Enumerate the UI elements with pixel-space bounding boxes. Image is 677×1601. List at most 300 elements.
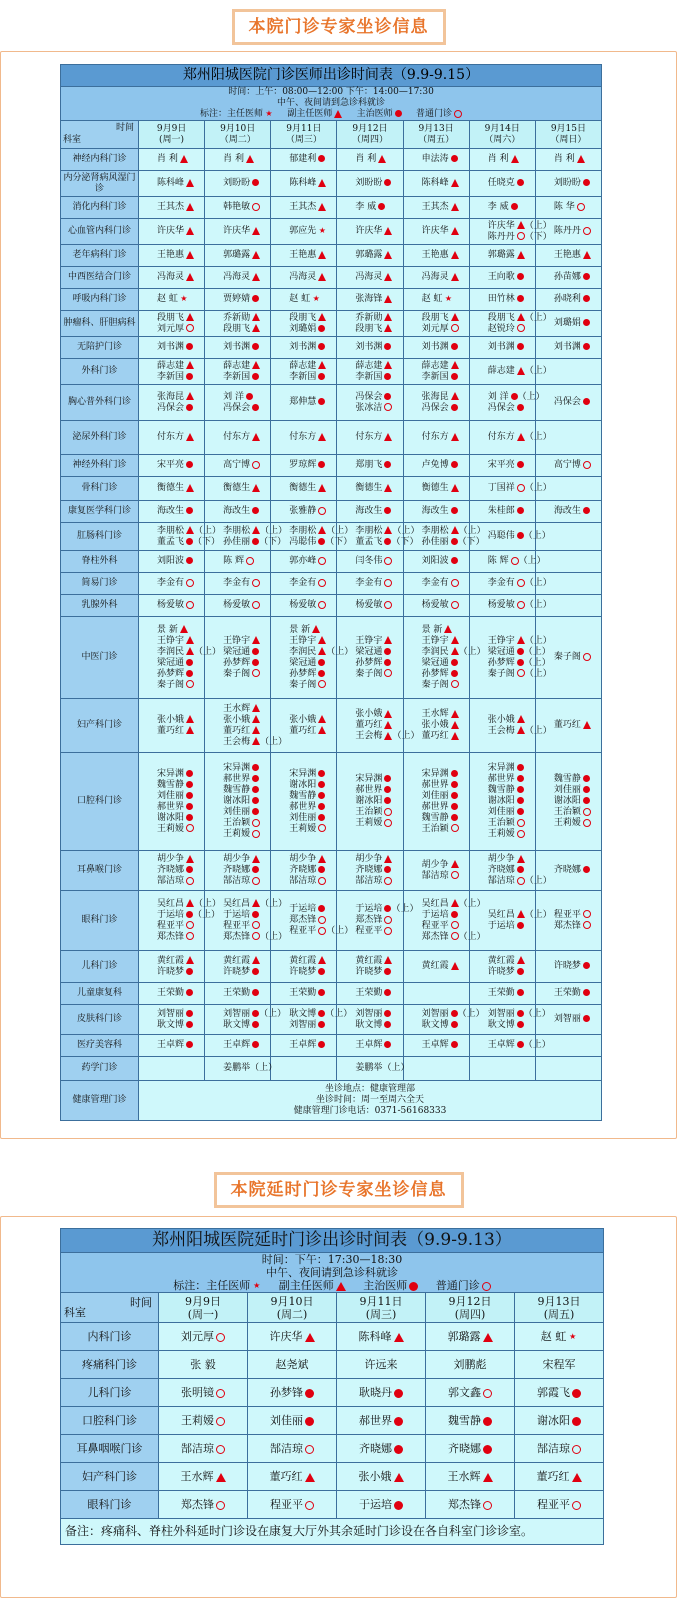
schedule-cell — [271, 951, 337, 983]
session-note: （上） — [523, 531, 551, 541]
doctor-entry — [487, 366, 552, 377]
doctor-entry — [157, 1020, 204, 1031]
dot-icon — [252, 373, 259, 380]
doctor-name: 肖 利 — [553, 154, 575, 164]
doctor-name: 李金有 — [355, 578, 383, 588]
triangle-icon — [318, 855, 326, 863]
dept-name: 乳腺外科 — [61, 595, 139, 617]
dot-icon — [451, 670, 458, 677]
doctor-entry — [289, 483, 336, 494]
schedule-cell — [271, 311, 337, 337]
doctor-entry — [223, 807, 270, 818]
schedule-cell — [337, 477, 403, 501]
doctor-name: 杨爱敏 — [421, 600, 449, 610]
triangle-icon — [186, 899, 194, 907]
dept-name: 康复医学科门诊 — [61, 501, 139, 523]
doctor-entry — [289, 876, 336, 887]
ring-icon — [252, 203, 260, 211]
doctor-name: 赵 虹 — [540, 1330, 567, 1343]
dot-icon — [384, 775, 391, 782]
dot-icon — [318, 792, 325, 799]
schedule-cell — [205, 699, 288, 753]
doctor-entry — [157, 324, 204, 335]
doctor-name: 王会梅 — [487, 725, 515, 736]
doctor-entry — [289, 294, 336, 305]
schedule-cell — [139, 171, 205, 197]
schedule-cell — [469, 1035, 551, 1057]
ring-icon — [305, 1501, 314, 1510]
schedule-cell — [205, 197, 271, 219]
schedule-cell — [205, 851, 271, 891]
ring-icon — [577, 203, 585, 211]
dot-icon — [384, 373, 391, 380]
triangle-icon — [305, 1473, 315, 1482]
doctor-entry — [223, 658, 270, 669]
doctor-entry — [488, 956, 535, 967]
doctor-name: 付东方 — [289, 432, 317, 442]
schedule-cell — [205, 245, 271, 267]
doctor-entry — [355, 926, 402, 937]
doctor-entry — [422, 154, 469, 165]
doctor-name: 李朋松 — [289, 525, 317, 536]
dot-icon — [305, 1389, 314, 1398]
doctor-entry — [422, 460, 469, 471]
doctor-entry — [422, 178, 469, 189]
schedule-cell — [403, 501, 469, 523]
doctor-name: 李金有 — [289, 578, 317, 588]
session-note: （上） — [194, 646, 222, 657]
doctor-entry — [554, 818, 601, 829]
doctor-name: 张 毅 — [190, 1358, 216, 1371]
schedule-cell — [205, 753, 271, 851]
night-line: 中午、夜间请到急诊科就诊 — [266, 1266, 398, 1279]
dot-icon — [517, 295, 524, 302]
dot-icon — [451, 343, 458, 350]
doctor-name: 张明镜 — [181, 1386, 214, 1399]
ring-icon — [252, 921, 260, 929]
triangle-icon — [318, 715, 326, 723]
triangle-icon — [318, 726, 326, 734]
doctor-name: 海改生 — [355, 506, 383, 516]
ring-icon — [517, 669, 525, 677]
triangle-icon — [517, 313, 525, 321]
doctor-entry — [157, 1009, 204, 1020]
dot-icon — [517, 989, 524, 996]
dot-icon — [252, 797, 259, 804]
ring-icon — [517, 830, 525, 838]
ring-icon — [318, 824, 326, 832]
schedule-cell — [469, 245, 535, 267]
schedule-cell — [205, 359, 271, 385]
doctor-name: 王会梅 — [223, 736, 251, 747]
doctor-name: 耿文博 — [289, 1008, 317, 1019]
triangle-icon — [517, 251, 525, 259]
doctor-name: 吴红昌 — [223, 898, 251, 909]
schedule-cell — [139, 289, 205, 311]
doctor-entry — [422, 709, 469, 720]
dept-name: 儿科门诊 — [61, 951, 139, 983]
dot-icon — [318, 659, 325, 666]
schedule-cell — [515, 1407, 604, 1435]
doctor-entry — [289, 1020, 336, 1031]
doctor-entry — [289, 813, 336, 824]
schedule-cell — [271, 337, 337, 359]
section2-title: 本院延时门诊专家坐诊信息 — [214, 1172, 464, 1208]
doctor-name: 谢冰阳 — [289, 779, 317, 790]
doctor-name: 董巧红 — [553, 720, 581, 730]
dot-icon — [583, 962, 590, 969]
doctor-name: 刘佳丽 — [487, 807, 515, 817]
doctor-name: 刘元厚 — [421, 323, 449, 334]
session-note: （上） — [325, 1008, 353, 1019]
triangle-icon — [252, 484, 260, 492]
doctor-name: 杨爱敏 — [355, 600, 383, 610]
doctor-name: 黄红霞 — [487, 955, 515, 966]
triangle-icon — [511, 155, 519, 163]
doctor-name: 冯保会 — [487, 402, 515, 413]
doctor-name: 许晓梦 — [289, 966, 317, 977]
triangle-icon — [180, 625, 188, 633]
doctor-name: 冯海灵 — [289, 272, 317, 282]
info-cell — [61, 87, 602, 121]
dot-icon — [318, 770, 325, 777]
ring-icon — [451, 324, 459, 332]
doctor-entry — [554, 774, 601, 785]
ring-icon — [252, 877, 260, 885]
schedule-cell — [535, 501, 601, 523]
doctor-name: 齐晓娜 — [157, 865, 185, 875]
dept-name: 简易门诊 — [61, 573, 139, 595]
doctor-name: 齐晓娜 — [359, 1442, 392, 1455]
schedule-cell — [271, 385, 337, 421]
dot-icon — [318, 968, 325, 975]
dot-icon — [252, 404, 259, 411]
schedule-cell — [469, 455, 535, 477]
doctor-name: 黄红霞 — [289, 955, 317, 966]
dot-icon — [318, 781, 325, 788]
schedule-cell — [515, 1463, 604, 1491]
doctor-entry — [488, 250, 535, 261]
session-note: （上） — [194, 525, 222, 536]
day-date: 9月9日 — [185, 1294, 221, 1308]
doctor-name: 冯保会 — [157, 402, 185, 413]
schedule-cell — [426, 1463, 515, 1491]
doctor-name: 许晓梦 — [355, 966, 383, 977]
triangle-icon — [577, 155, 585, 163]
doctor-name: 肖 利 — [223, 154, 245, 164]
triangle-icon — [483, 1333, 493, 1342]
doctor-entry — [289, 250, 336, 261]
doctor-name: 郑杰锋 — [223, 931, 251, 942]
schedule-cell — [469, 753, 535, 851]
doctor-name: 乔新勋 — [355, 312, 383, 323]
doctor-name: 郝世界 — [359, 1414, 392, 1427]
doctor-entry — [355, 272, 402, 283]
schedule-cell — [535, 197, 601, 219]
doctor-entry — [554, 652, 601, 663]
session-note: （上） — [260, 525, 288, 536]
ring-icon — [318, 916, 326, 924]
schedule-cell — [469, 851, 552, 891]
doctor-entry — [223, 313, 270, 324]
schedule-cell — [205, 171, 271, 197]
doctor-name: 宋异渊 — [487, 763, 515, 773]
day-weekday: （周五） — [418, 134, 455, 145]
schedule-cell — [535, 891, 601, 951]
day-header — [535, 121, 601, 149]
doctor-entry — [157, 813, 204, 824]
triangle-icon — [336, 1282, 346, 1291]
triangle-icon — [318, 251, 326, 259]
doctor-name: 孙梦辉 — [157, 668, 185, 679]
doctor-name: 程亚平 — [553, 909, 581, 920]
doctor-entry — [223, 818, 270, 829]
doctor-name: 田竹林 — [487, 294, 515, 304]
health-line: 坐诊地点：健康管理部 — [324, 1084, 415, 1094]
schedule-cell — [469, 951, 535, 983]
schedule-cell — [337, 595, 403, 617]
triangle-icon — [384, 484, 392, 492]
dept-name: 耳鼻咽喉门诊 — [61, 1435, 159, 1463]
doctor-name: 王莉嫒 — [355, 818, 383, 828]
doctor-name: 孙梦辉 — [421, 668, 449, 679]
doctor-name: 赵 虹 — [421, 294, 443, 304]
doctor-entry — [355, 647, 402, 658]
doctor-name: 郜洁琼 — [355, 876, 383, 886]
doctor-name: 王会梅 — [355, 731, 383, 741]
schedule-cell — [337, 891, 419, 951]
schedule-cell — [403, 699, 469, 753]
dept-name: 儿科门诊 — [61, 1379, 159, 1407]
dot-icon — [517, 968, 524, 975]
dot-icon — [318, 989, 325, 996]
schedule-cell — [337, 1035, 403, 1057]
doctor-name: 张海昆 — [421, 391, 449, 402]
dept-row — [61, 523, 602, 551]
doctor-name: 许晓梦 — [223, 966, 251, 977]
star-icon: ★ — [180, 293, 188, 303]
doctor-entry — [289, 658, 336, 669]
schedule-cell — [205, 385, 271, 421]
schedule-cell — [159, 1491, 248, 1519]
doctor-name: 王水辉 — [180, 1470, 214, 1483]
triangle-icon — [451, 721, 459, 729]
dept-name: 妇产科门诊 — [61, 1463, 159, 1491]
triangle-icon — [252, 726, 260, 734]
table-title: 郑州阳城医院门诊医师出诊时间表（9.9-9.15） — [61, 65, 602, 87]
doctor-entry — [157, 625, 204, 636]
doctor-entry — [554, 720, 601, 731]
schedule-cell — [271, 851, 337, 891]
doctor-entry — [554, 318, 601, 329]
doctor-entry — [488, 178, 535, 189]
doctor-entry — [554, 506, 601, 517]
schedule-cell — [469, 501, 535, 523]
doctor-name: 郝世界 — [487, 774, 515, 784]
doctor-name: 姜鹏举 — [355, 1063, 383, 1073]
triangle-icon — [252, 313, 260, 321]
doctor-entry — [289, 202, 336, 213]
dept-row — [61, 245, 602, 267]
doctor-name: 刘佳丽 — [157, 790, 185, 801]
doctor-entry — [422, 556, 469, 567]
dept-name: 耳鼻喉门诊 — [61, 851, 139, 891]
doctor-entry — [289, 460, 336, 471]
triangle-icon — [252, 704, 260, 712]
session-note: （上） — [259, 1008, 287, 1019]
doctor-entry — [422, 392, 469, 403]
schedule-cell — [535, 149, 601, 171]
schedule-cell — [515, 1491, 604, 1519]
ring-icon — [186, 601, 194, 609]
doctor-name: 姜鹏举 — [223, 1063, 251, 1073]
schedule-cell — [535, 289, 601, 311]
dot-icon — [252, 866, 259, 873]
doctor-name: 郭璐露 — [223, 250, 251, 260]
dot-icon — [186, 814, 193, 821]
dept-row — [61, 171, 602, 197]
triangle-icon — [252, 715, 260, 723]
ring-icon — [384, 579, 392, 587]
dot-icon — [186, 803, 193, 810]
schedule-cell — [426, 1351, 515, 1379]
ring-icon — [216, 1445, 225, 1454]
dot-icon — [511, 393, 518, 400]
doctor-entry — [289, 600, 336, 611]
ring-icon — [451, 601, 459, 609]
schedule-cell — [469, 617, 552, 699]
doctor-name: 张小娥 — [223, 714, 251, 725]
doctor-entry — [355, 709, 402, 720]
session-note: （上） — [524, 312, 552, 323]
schedule-cell — [469, 149, 535, 171]
triangle-icon — [180, 155, 188, 163]
session-note: （上） — [250, 1063, 278, 1073]
doctor-name: 孙晓利 — [553, 294, 581, 304]
dot-icon — [583, 775, 590, 782]
doctor-name: 许晓梦 — [157, 966, 185, 977]
doctor-name: 张小娥 — [358, 1470, 392, 1483]
dept-row — [61, 311, 602, 337]
ring-icon — [246, 557, 254, 565]
doctor-name: 梁冠通 — [157, 657, 185, 668]
doctor-name: 冯海灵 — [223, 272, 251, 282]
doctor-entry — [422, 313, 469, 324]
doctor-entry — [488, 785, 535, 796]
schedule-cell — [139, 501, 205, 523]
doctor-entry — [487, 725, 552, 737]
doctor-entry — [487, 312, 552, 324]
session-note: （上） — [524, 909, 552, 920]
dot-icon — [451, 781, 458, 788]
triangle-icon — [378, 155, 386, 163]
triangle-icon — [384, 721, 392, 729]
doctor-name: 刘智丽 — [553, 1014, 581, 1024]
doctor-name: 郝世界 — [223, 774, 251, 784]
dot-icon — [511, 203, 518, 210]
doctor-name: 郑杰锋 — [448, 1498, 481, 1511]
schedule-cell — [271, 477, 337, 501]
dot-icon — [186, 557, 193, 564]
schedule-cell — [139, 219, 205, 245]
doctor-entry — [355, 460, 402, 471]
doctor-entry — [157, 988, 204, 999]
doctor-entry — [223, 361, 270, 372]
dot-icon — [252, 764, 259, 771]
dot-icon — [517, 507, 524, 514]
doctor-name: 孙梦辉 — [223, 657, 251, 668]
dot-icon — [384, 786, 391, 793]
schedule-cell — [205, 455, 271, 477]
ring-icon — [216, 1417, 225, 1426]
dept-name: 药学门诊 — [61, 1057, 139, 1081]
doctor-entry — [289, 926, 354, 937]
doctor-name: 秦子阁 — [421, 679, 449, 690]
doctor-name: 刘璐娟 — [553, 318, 581, 328]
doctor-name: 李新国 — [157, 371, 185, 382]
doctor-name: 段朋飞 — [157, 312, 185, 323]
day-weekday: (周五) — [543, 1307, 575, 1321]
doctor-name: 郭霞飞 — [537, 1386, 570, 1399]
ring-icon — [517, 579, 525, 587]
session-note: （上） — [524, 578, 552, 588]
ring-icon — [517, 324, 525, 332]
doctor-entry — [488, 818, 535, 829]
dot-icon — [384, 179, 391, 186]
doctor-name: 魏雪静 — [448, 1414, 481, 1427]
dot-icon — [384, 507, 391, 514]
star-icon: ★ — [312, 293, 320, 303]
dot-icon — [384, 968, 391, 975]
doctor-name: 胡少争 — [223, 854, 251, 864]
doctor-entry — [289, 791, 336, 802]
ring-icon — [517, 484, 525, 492]
ring-icon — [517, 877, 525, 885]
day-weekday: (周二) — [276, 1307, 308, 1321]
schedule-cell — [515, 1379, 604, 1407]
doctor-entry — [223, 342, 270, 353]
doctor-name: 刘智丽 — [421, 1008, 449, 1019]
dept-row — [61, 551, 602, 573]
doctor-entry — [157, 646, 222, 658]
ring-icon — [252, 669, 260, 677]
schedule-cell — [403, 171, 469, 197]
doctor-entry — [289, 178, 336, 189]
dot-icon — [384, 989, 391, 996]
doctor-entry — [223, 1040, 270, 1051]
dept-row — [61, 219, 602, 245]
dept-row — [61, 1407, 604, 1435]
doctor-name: 高宁博 — [553, 460, 581, 470]
doctor-entry — [289, 324, 336, 335]
schedule-cell — [139, 311, 205, 337]
schedule-cell — [139, 455, 205, 477]
doctor-name: 吴红昌 — [157, 898, 185, 909]
schedule-cell — [469, 595, 552, 617]
section1-banner — [0, 9, 677, 45]
triangle-icon — [186, 956, 194, 964]
triangle-icon — [216, 1473, 226, 1482]
star-icon: ★ — [318, 225, 326, 235]
doctor-name: 谢冰阳 — [537, 1414, 570, 1427]
schedule-cell — [403, 197, 469, 219]
triangle-icon — [305, 1333, 315, 1342]
schedule-cell — [535, 753, 601, 851]
session-note: （上） — [517, 391, 545, 402]
doctor-name: 赵尧斌 — [275, 1358, 309, 1371]
doctor-entry — [488, 774, 535, 785]
doctor-name: 景 新 — [157, 624, 178, 635]
